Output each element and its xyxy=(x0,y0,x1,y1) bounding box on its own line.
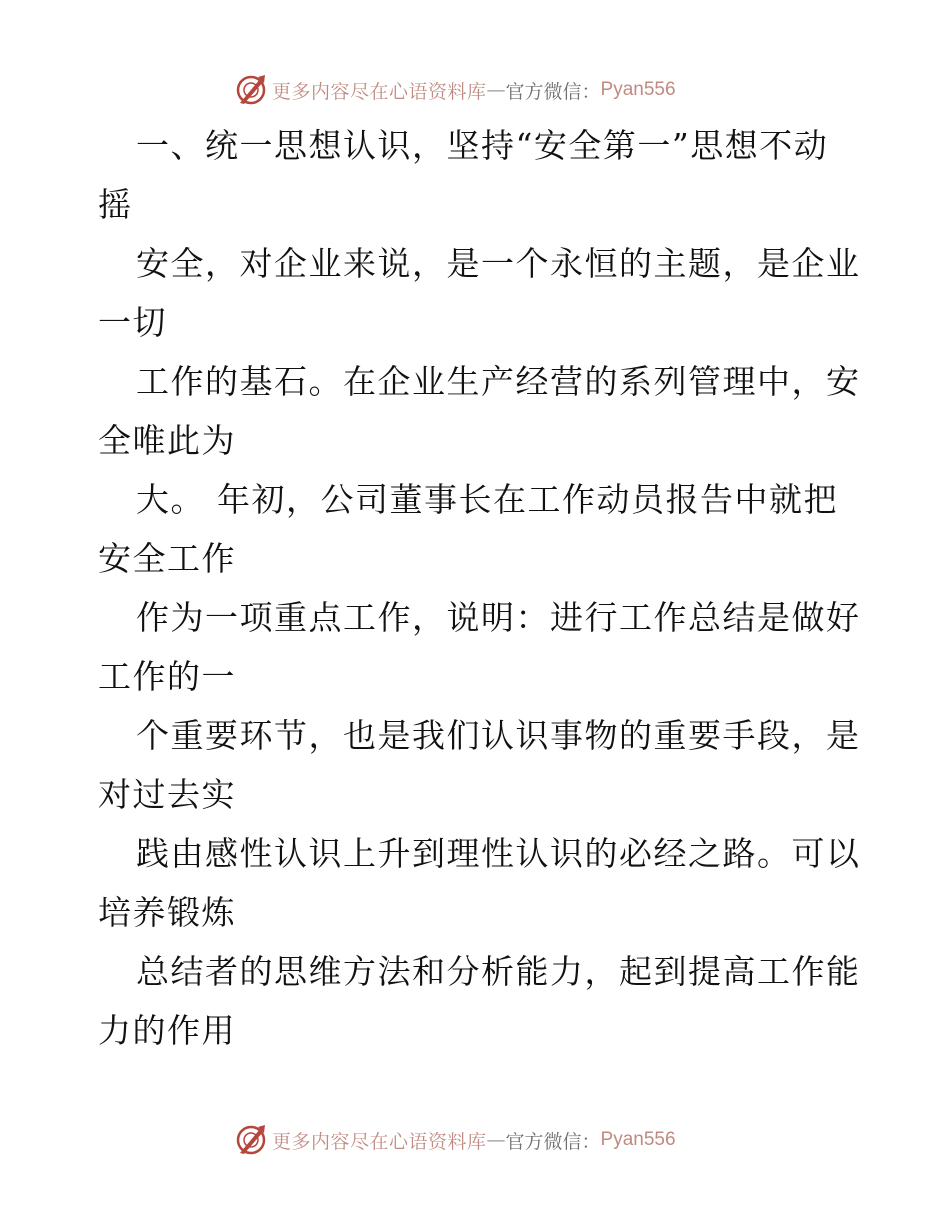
text-line: 大。 年初，公司董事长在工作动员报告中就把 xyxy=(136,480,838,519)
watermark-dash: — xyxy=(486,1129,506,1151)
quill-pen-logo-icon xyxy=(234,1123,268,1157)
watermark-wechat-id: Pyan556 xyxy=(600,79,676,100)
text-line: 工作的基石。在企业生产经营的系列管理中，安 xyxy=(136,362,861,401)
text-line: 总结者的思维方法和分析能力，起到提高工作能 xyxy=(136,952,861,991)
watermark-wechat-label: 官方微信： xyxy=(505,1130,601,1153)
footer-watermark xyxy=(234,1122,676,1158)
text-line: 安全，对企业来说，是一个永恒的主题，是企业 xyxy=(136,244,861,283)
text-line: 作为一项重点工作，说明：进行工作总结是做好 xyxy=(136,598,861,637)
text-line: 个重要环节，也是我们认识事物的重要手段，是 xyxy=(136,716,861,755)
text-line: 力的作用 xyxy=(98,1011,236,1050)
text-line: 一、统一思想认识，坚持“安全第一”思想不动 xyxy=(136,126,829,165)
watermark-text: 更多内容尽在心语资料库 xyxy=(272,80,487,103)
quill-pen-logo-icon xyxy=(234,73,268,107)
text-line: 对过去实 xyxy=(98,775,236,814)
text-line: 安全工作 xyxy=(98,539,236,578)
watermark-dash: — xyxy=(486,79,506,101)
text-line: 工作的一 xyxy=(98,657,236,696)
header-watermark xyxy=(234,72,676,108)
watermark-text: 更多内容尽在心语资料库 xyxy=(272,1130,487,1153)
text-line: 全唯此为 xyxy=(98,421,236,460)
document-body xyxy=(98,116,861,1060)
watermark-wechat-label: 官方微信： xyxy=(505,80,601,103)
text-line: 摇 xyxy=(98,185,133,224)
text-line: 一切 xyxy=(98,303,167,342)
text-line: 践由感性认识上升到理性认识的必经之路。可以 xyxy=(136,834,861,873)
text-line: 培养锻炼 xyxy=(98,893,236,932)
watermark-wechat-id: Pyan556 xyxy=(600,1129,676,1150)
